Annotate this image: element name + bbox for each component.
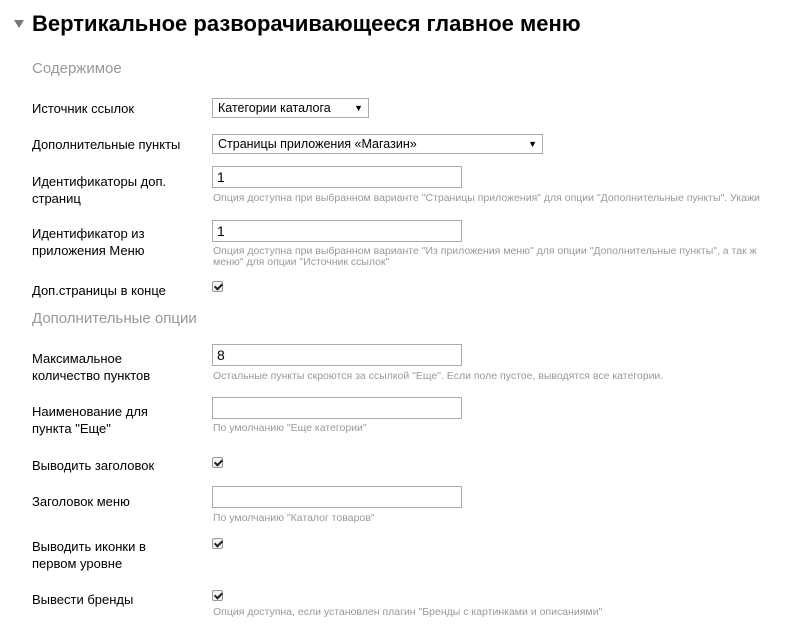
max-items-input[interactable] xyxy=(212,344,462,366)
menu-app-id-hint-line2: меню" для опции "Источник ссылок" xyxy=(213,256,390,268)
dropdown-arrow-icon: ▼ xyxy=(354,103,363,113)
show-brands-hint: Опция доступна, если установлен плагин "Бренды с картинками и описаниями" xyxy=(213,606,603,618)
link-source-label: Источник ссылок xyxy=(32,101,135,116)
page-ids-input[interactable] xyxy=(212,166,462,188)
extra-items-label: Дополнительные пункты xyxy=(32,137,181,152)
show-brands-checkbox[interactable] xyxy=(212,590,223,601)
page-ids-label: Идентификаторы доп. страниц xyxy=(32,174,167,206)
menu-title-hint: По умолчанию "Каталог товаров" xyxy=(213,512,375,524)
menu-title-input[interactable] xyxy=(212,486,462,508)
menu-app-id-label: Идентификатор из приложения Меню xyxy=(32,226,145,258)
show-icons-label: Выводить иконки в первом уровне xyxy=(32,539,146,571)
more-name-hint: По умолчанию "Еще категории" xyxy=(213,422,367,434)
menu-app-id-hint-line1: Опция доступна при выбранном варианте "Из приложения меню" для опции "Дополнительные пункты", а так ж xyxy=(213,245,757,257)
page-ids-hint: Опция доступна при выбранном варианте "Страницы приложения" для опции "Дополнительные пункты". Укажи xyxy=(213,192,760,204)
pages-at-end-label: Доп.страницы в конце xyxy=(32,283,166,298)
link-source-value: Категории каталога xyxy=(218,101,331,115)
pages-at-end-checkbox[interactable] xyxy=(212,281,223,292)
page-title: Вертикальное разворачивающееся главное меню xyxy=(32,11,581,36)
show-title-checkbox[interactable] xyxy=(212,457,223,468)
menu-title-label: Заголовок меню xyxy=(32,494,130,509)
menu-app-id-input[interactable] xyxy=(212,220,462,242)
more-name-input[interactable] xyxy=(212,397,462,419)
extra-items-select[interactable] xyxy=(212,134,543,154)
show-brands-label: Вывести бренды xyxy=(32,592,134,607)
show-title-label: Выводить заголовок xyxy=(32,458,155,473)
collapse-arrow-icon[interactable] xyxy=(14,20,24,28)
show-icons-checkbox[interactable] xyxy=(212,538,223,549)
max-items-label: Максимальное количество пунктов xyxy=(32,351,151,383)
page-header xyxy=(14,10,581,38)
extra-items-value: Страницы приложения «Магазин» xyxy=(218,137,417,151)
section-title-extra: Дополнительные опции xyxy=(32,310,197,327)
more-name-label: Наименование для пункта "Еще" xyxy=(32,404,148,436)
dropdown-arrow-icon: ▼ xyxy=(528,139,537,149)
section-title-content: Содержимое xyxy=(32,60,122,77)
link-source-select[interactable] xyxy=(212,98,369,118)
max-items-hint: Остальные пункты скроются за ссылкой "Еще". Если поле пустое, выводятся все категории. xyxy=(213,370,664,382)
